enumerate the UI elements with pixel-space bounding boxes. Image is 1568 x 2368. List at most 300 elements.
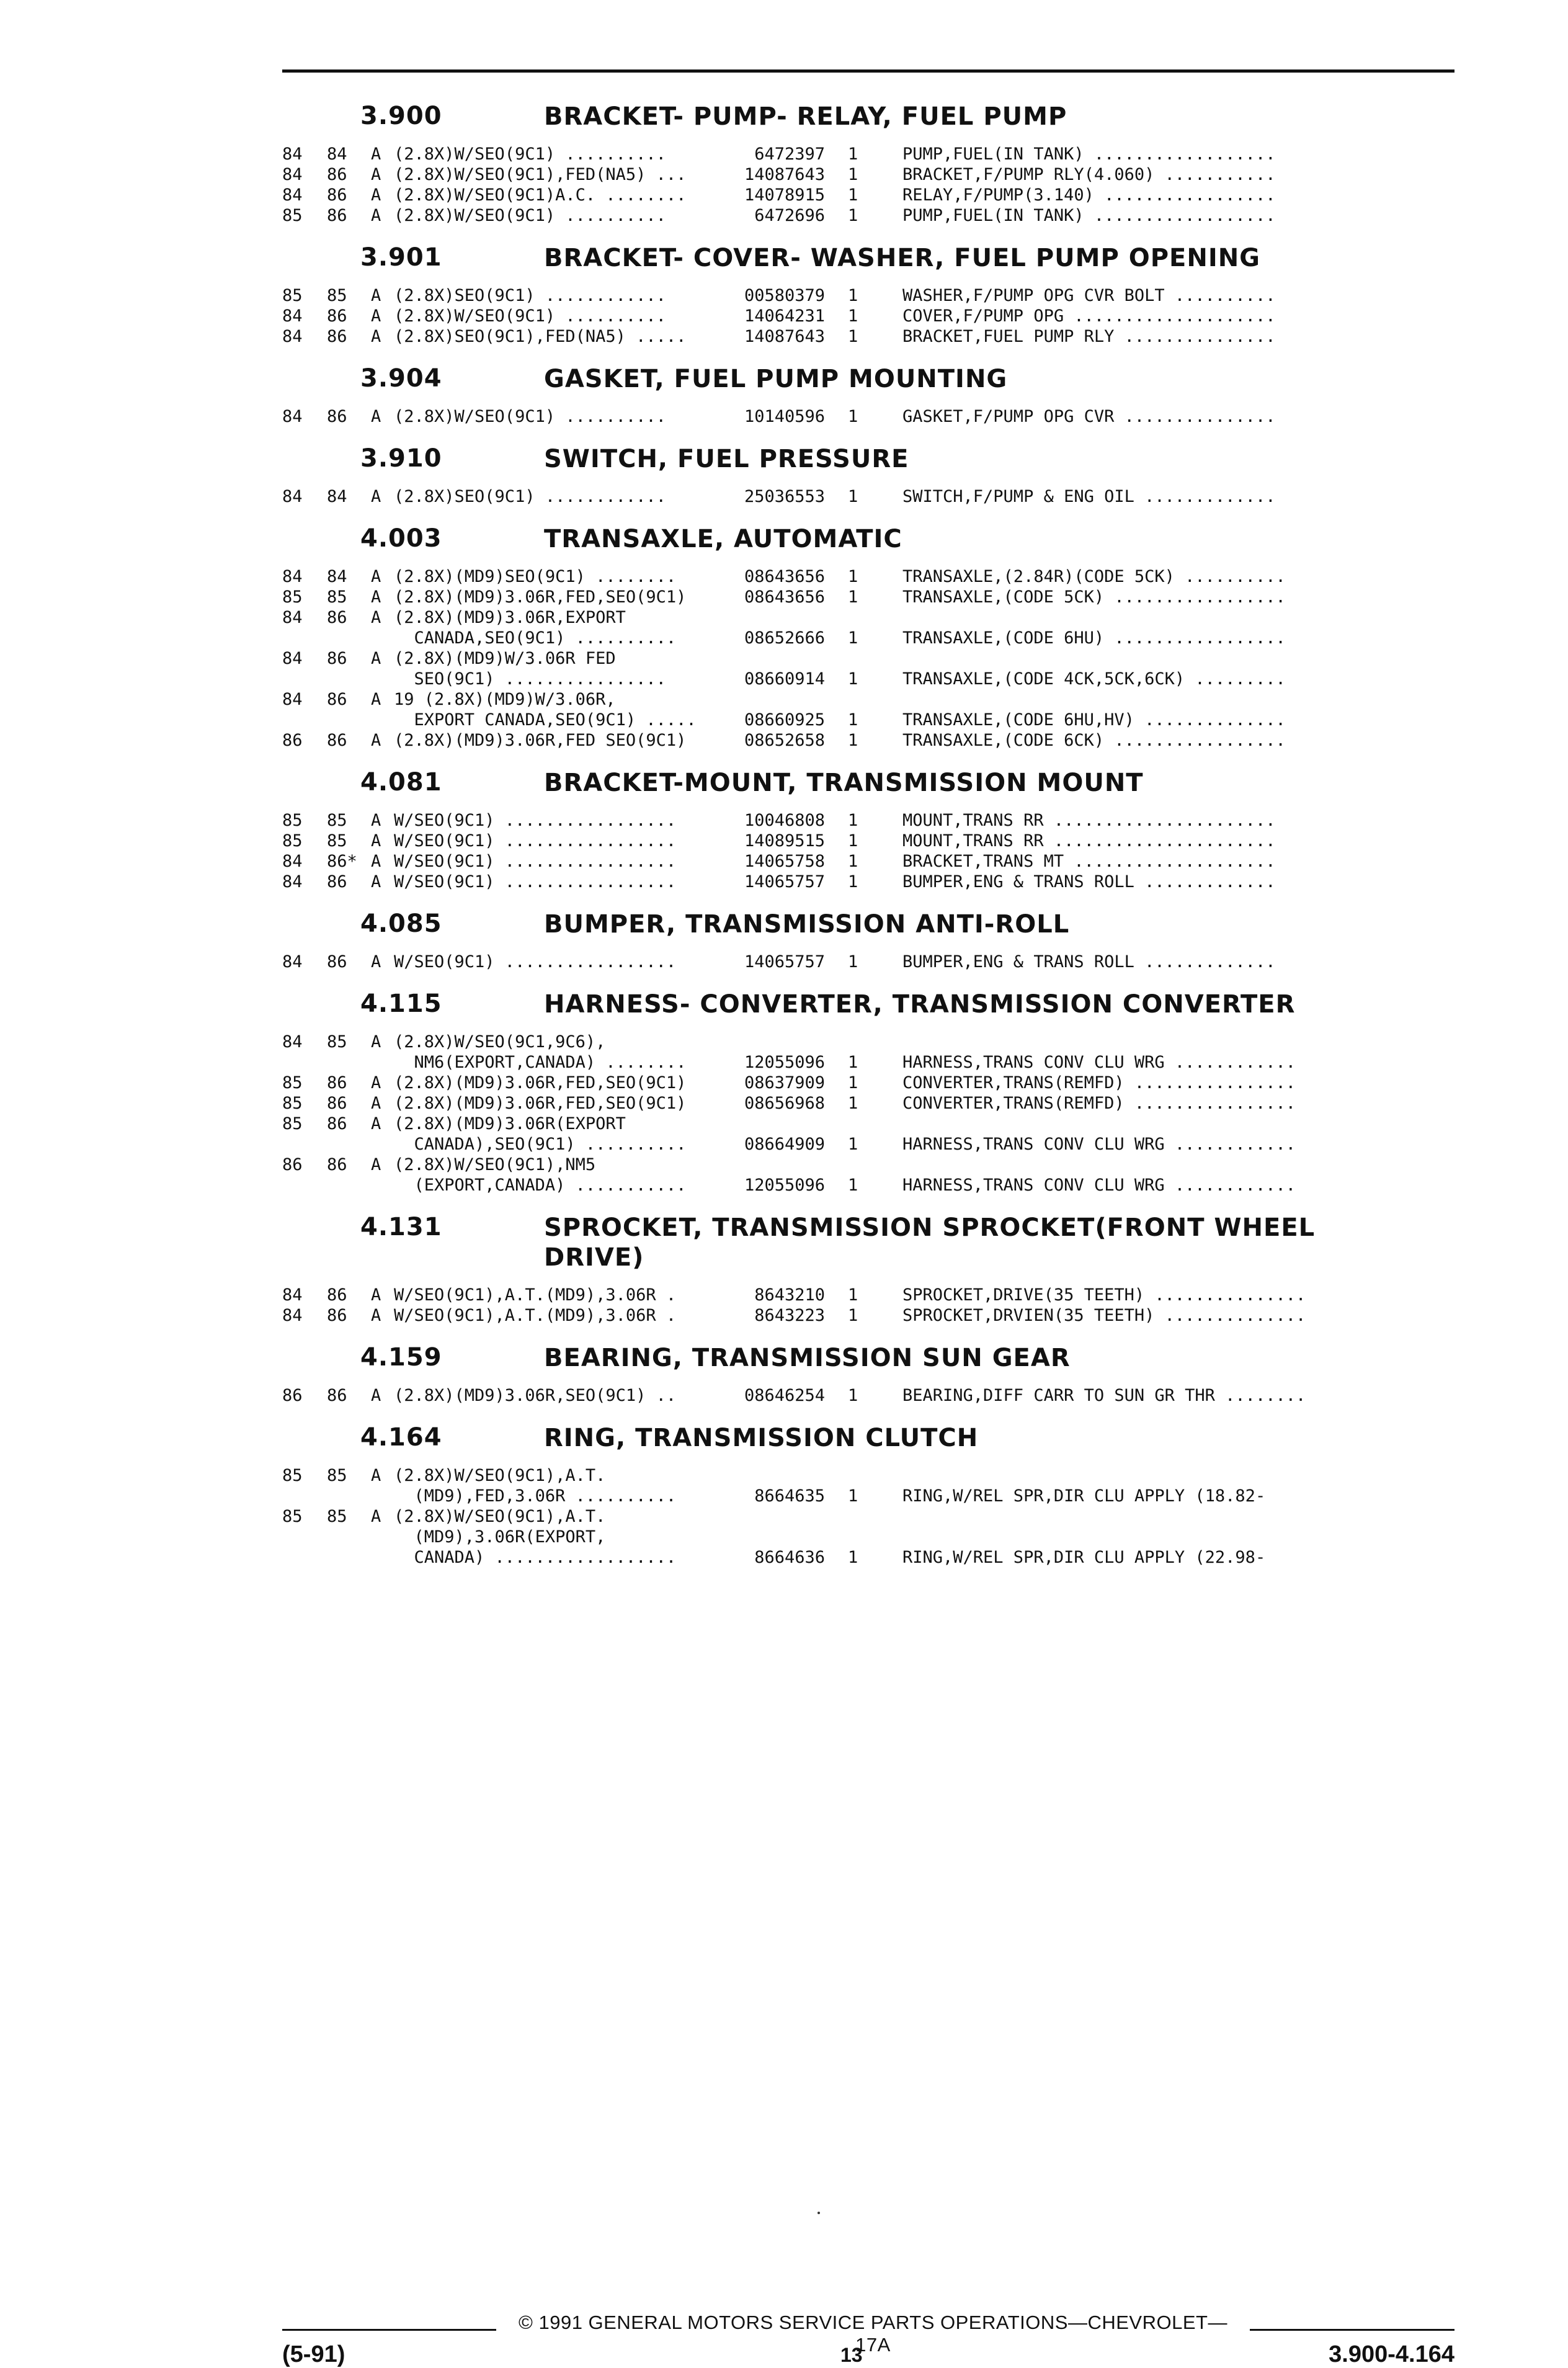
start-year: 84 [282,327,303,346]
part-row-line [282,1285,1374,1305]
section-heading [282,98,1374,141]
description: RING,W/REL SPR,DIR CLU APPLY (18.82- [902,1486,1266,1506]
application: W/SEO(9C1) ................. [394,952,677,972]
usage-code: A [371,588,381,607]
start-year: 85 [282,831,303,851]
part-row-line [282,566,1374,587]
quantity: 1 [848,628,858,648]
quantity: 1 [848,588,858,607]
usage-code: A [371,1466,381,1485]
start-year: 86 [282,731,303,750]
part-row-line [282,587,1374,607]
part-row [282,851,1374,872]
end-year: 86 [327,690,347,709]
part-number: 08660914 [744,669,825,689]
description: BEARING,DIFF CARR TO SUN GR THR ........ [902,1386,1306,1405]
usage-code: A [371,731,381,750]
application: (2.8X)W/SEO(9C1),FED(NA5) ... [394,165,687,184]
description: TRANSAXLE,(CODE 6HU) ................. [902,628,1286,648]
part-row [282,952,1374,972]
section-heading [282,440,1374,484]
part-row-line [282,1073,1374,1093]
section [282,1419,1374,1568]
end-year: 86 [327,731,347,750]
part-number: 8664636 [754,1548,825,1567]
part-number: 6472696 [754,206,825,225]
section-heading [282,360,1374,404]
usage-code: A [371,185,381,205]
start-year: 85 [282,811,303,830]
start-year: 84 [282,649,303,668]
section [282,521,1374,751]
part-number: 12055096 [744,1176,825,1195]
section [282,440,1374,507]
part-row-line [282,1052,1374,1073]
part-row-line [282,1486,1374,1506]
end-year: 86 [327,407,347,426]
start-year: 84 [282,690,303,709]
start-year: 85 [282,1507,303,1526]
end-year: 86 [327,327,347,346]
start-year: 86 [282,1155,303,1174]
section-number: 4.159 [360,1343,442,1372]
section [282,1339,1374,1406]
application: (2.8X)W/SEO(9C1) .......... [394,206,666,225]
start-year: 84 [282,185,303,205]
part-row-line [282,164,1374,185]
part-row-line [282,1175,1374,1195]
quantity: 1 [848,872,858,891]
section-title: BEARING, TRANSMISSION SUN GEAR [544,1344,1071,1372]
section-number: 3.901 [360,243,442,272]
part-number: 14065757 [744,872,825,891]
application: CANADA,SEO(9C1) .......... [394,628,677,648]
usage-code: A [371,831,381,851]
start-year: 84 [282,165,303,184]
end-year: 86 [327,1114,347,1133]
part-row [282,566,1374,587]
section-title: RING, TRANSMISSION CLUTCH [544,1424,979,1452]
section-heading [282,906,1374,949]
usage-code: A [371,567,381,586]
footer-rule-left [282,2329,496,2331]
usage-code: A [371,286,381,305]
part-row [282,1114,1374,1155]
description: TRANSAXLE,(CODE 6CK) ................. [902,731,1286,750]
quantity: 1 [848,1176,858,1195]
start-year: 84 [282,872,303,891]
application: (2.8X)W/SEO(9C1,9C6), [394,1032,606,1052]
part-row [282,406,1374,427]
part-row-line [282,1093,1374,1114]
application: W/SEO(9C1) ................. [394,852,677,871]
quantity: 1 [848,286,858,305]
section-number: 4.003 [360,524,442,553]
start-year: 85 [282,588,303,607]
part-row [282,306,1374,326]
start-year: 84 [282,608,303,627]
application: (2.8X)(MD9)3.06R,EXPORT [394,608,626,627]
part-row-line [282,1506,1374,1527]
end-year: 86 [327,649,347,668]
quantity: 1 [848,407,858,426]
part-row-line [282,1032,1374,1052]
start-year: 85 [282,1094,303,1113]
start-year: 84 [282,407,303,426]
start-year: 84 [282,567,303,586]
part-row-line [282,205,1374,226]
part-row [282,607,1374,648]
section-rows [282,810,1374,892]
part-number: 14064231 [744,306,825,326]
quantity: 1 [848,165,858,184]
section-rows [282,406,1374,427]
end-year: 84 [327,567,347,586]
part-number: 10140596 [744,407,825,426]
part-row-line [282,1155,1374,1175]
application: (2.8X)(MD9)SEO(9C1) ........ [394,567,677,586]
description: MOUNT,TRANS RR ...................... [902,831,1276,851]
part-row-line [282,1385,1374,1406]
description: RELAY,F/PUMP(3.140) ................. [902,185,1276,205]
part-number: 08643656 [744,567,825,586]
part-row [282,730,1374,751]
description: SPROCKET,DRVIEN(35 TEETH) .............. [902,1306,1306,1325]
part-row [282,689,1374,730]
end-year: 85 [327,831,347,851]
application: EXPORT CANADA,SEO(9C1) ..... [394,710,697,730]
section [282,906,1374,972]
usage-code: A [371,649,381,668]
quantity: 1 [848,327,858,346]
description: WASHER,F/PUMP OPG CVR BOLT .......... [902,286,1276,305]
section-title: GASKET, FUEL PUMP MOUNTING [544,365,1008,393]
parts-list [282,93,1374,1581]
quantity: 1 [848,669,858,689]
part-number: 14065757 [744,952,825,972]
part-number: 14087643 [744,165,825,184]
section-title: SWITCH, FUEL PRESSURE [544,445,909,473]
part-row-line [282,144,1374,164]
description: HARNESS,TRANS CONV CLU WRG ............ [902,1176,1296,1195]
quantity: 1 [848,1073,858,1092]
start-year: 84 [282,487,303,506]
application: (2.8X)W/SEO(9C1) .......... [394,145,666,164]
quantity: 1 [848,567,858,586]
start-year: 86 [282,1386,303,1405]
section-number: 4.115 [360,990,442,1018]
usage-code: A [371,306,381,326]
section-number: 3.910 [360,444,442,473]
part-number: 10046808 [744,811,825,830]
quantity: 1 [848,1094,858,1113]
section-heading [282,521,1374,564]
section [282,239,1374,347]
quantity: 1 [848,852,858,871]
quantity: 1 [848,1548,858,1567]
footer-section-range: 3.900-4.164 [1329,2341,1454,2367]
top-rule [282,69,1454,73]
part-row-line [282,648,1374,669]
part-row-line [282,406,1374,427]
usage-code: A [371,690,381,709]
part-row [282,205,1374,226]
quantity: 1 [848,1486,858,1506]
part-number: 08637909 [744,1073,825,1092]
quantity: 1 [848,1135,858,1154]
section-heading [282,1209,1374,1282]
part-number: 14065758 [744,852,825,871]
part-number: 08646254 [744,1386,825,1405]
section-title: HARNESS- CONVERTER, TRANSMISSION CONVERTER [544,990,1296,1019]
application: (2.8X)SEO(9C1) ............ [394,487,666,506]
usage-code: A [371,1114,381,1133]
description: HARNESS,TRANS CONV CLU WRG ............ [902,1135,1296,1154]
part-row [282,831,1374,851]
section-rows [282,952,1374,972]
description: SWITCH,F/PUMP & ENG OIL ............. [902,487,1276,506]
part-row-line [282,1527,1374,1547]
start-year: 84 [282,306,303,326]
end-year: 86* [327,852,357,871]
application: (EXPORT,CANADA) ........... [394,1176,687,1195]
part-row [282,1465,1374,1506]
usage-code: A [371,145,381,164]
part-row [282,1285,1374,1305]
quantity: 1 [848,185,858,205]
part-row-line [282,669,1374,689]
usage-code: A [371,165,381,184]
section-rows [282,285,1374,347]
quantity: 1 [848,1285,858,1305]
part-number: 8643210 [754,1285,825,1305]
end-year: 84 [327,145,347,164]
part-row-line [282,607,1374,628]
part-row [282,1305,1374,1326]
section [282,1209,1374,1326]
end-year: 86 [327,952,347,972]
part-number: 08656968 [744,1094,825,1113]
end-year: 86 [327,1306,347,1325]
start-year: 85 [282,1114,303,1133]
application: 19 (2.8X)(MD9)W/3.06R, [394,690,616,709]
end-year: 85 [327,588,347,607]
part-row [282,326,1374,347]
application: (2.8X)SEO(9C1),FED(NA5) ..... [394,327,687,346]
application: SEO(9C1) ................ [394,669,666,689]
usage-code: A [371,852,381,871]
usage-code: A [371,1032,381,1052]
start-year: 84 [282,145,303,164]
application: (2.8X)(MD9)3.06R,FED SEO(9C1) [394,731,687,750]
part-number: 14078915 [744,185,825,205]
part-row-line [282,952,1374,972]
part-number: 8664635 [754,1486,825,1506]
part-row-line [282,872,1374,892]
usage-code: A [371,952,381,972]
application: (MD9),FED,3.06R .......... [394,1486,677,1506]
quantity: 1 [848,1053,858,1072]
application: W/SEO(9C1) ................. [394,811,677,830]
application: (2.8X)W/SEO(9C1),NM5 [394,1155,596,1174]
application: W/SEO(9C1) ................. [394,872,677,891]
part-number: 08652666 [744,628,825,648]
part-row-line [282,1465,1374,1486]
description: GASKET,F/PUMP OPG CVR ............... [902,407,1276,426]
part-row-line [282,1547,1374,1568]
end-year: 85 [327,811,347,830]
part-row-line [282,185,1374,205]
end-year: 85 [327,286,347,305]
part-number: 14089515 [744,831,825,851]
part-row-line [282,1305,1374,1326]
usage-code: A [371,1507,381,1526]
quantity: 1 [848,831,858,851]
section-title: TRANSAXLE, AUTOMATIC [544,525,902,553]
end-year: 86 [327,1155,347,1174]
part-row [282,1073,1374,1093]
part-row-line [282,710,1374,730]
footer-page-number: 13 [840,2344,863,2366]
footer-date: (5-91) [282,2341,345,2367]
part-row [282,285,1374,306]
description: HARNESS,TRANS CONV CLU WRG ............ [902,1053,1296,1072]
start-year: 85 [282,1466,303,1485]
part-row-line [282,1114,1374,1134]
section-heading [282,764,1374,808]
part-row [282,1032,1374,1073]
description: PUMP,FUEL(IN TANK) .................. [902,145,1276,164]
part-number: 08652658 [744,731,825,750]
description: BUMPER,ENG & TRANS ROLL ............. [902,872,1276,891]
description: TRANSAXLE,(CODE 4CK,5CK,6CK) ......... [902,669,1286,689]
application: (2.8X)(MD9)3.06R,FED,SEO(9C1) [394,1073,687,1092]
part-row-line [282,831,1374,851]
application: (MD9),3.06R(EXPORT, [394,1527,606,1547]
section-number: 3.900 [360,102,442,130]
quantity: 1 [848,952,858,972]
start-year: 85 [282,1073,303,1092]
part-row [282,1385,1374,1406]
part-number: 25036553 [744,487,825,506]
quantity: 1 [848,710,858,730]
section-title: BUMPER, TRANSMISSION ANTI-ROLL [544,910,1070,939]
start-year: 84 [282,1306,303,1325]
quantity: 1 [848,206,858,225]
part-row [282,185,1374,205]
usage-code: A [371,327,381,346]
part-row [282,144,1374,164]
end-year: 86 [327,1073,347,1092]
end-year: 85 [327,1032,347,1052]
part-row [282,648,1374,689]
application: CANADA),SEO(9C1) .......... [394,1135,687,1154]
part-row [282,1155,1374,1195]
section-rows [282,566,1374,751]
section [282,360,1374,427]
application: (2.8X)W/SEO(9C1),A.T. [394,1466,606,1485]
part-number: 08643656 [744,588,825,607]
description: TRANSAXLE,(CODE 5CK) ................. [902,588,1286,607]
end-year: 84 [327,487,347,506]
part-number: 8643223 [754,1306,825,1325]
part-row-line [282,810,1374,831]
section-title: BRACKET- COVER- WASHER, FUEL PUMP OPENING [544,244,1261,272]
usage-code: A [371,487,381,506]
part-row [282,164,1374,185]
end-year: 85 [327,1507,347,1526]
start-year: 84 [282,952,303,972]
description: TRANSAXLE,(CODE 6HU,HV) .............. [902,710,1286,730]
part-row [282,486,1374,507]
part-row [282,1506,1374,1568]
part-number: 6472397 [754,145,825,164]
section-heading [282,1339,1374,1383]
application: W/SEO(9C1),A.T.(MD9),3.06R . [394,1306,677,1325]
application: W/SEO(9C1),A.T.(MD9),3.06R . [394,1285,677,1305]
usage-code: A [371,407,381,426]
part-row-line [282,1134,1374,1155]
footer-rule-right [1250,2329,1454,2331]
end-year: 86 [327,1386,347,1405]
section-rows [282,1465,1374,1568]
part-number: 12055096 [744,1053,825,1072]
end-year: 86 [327,206,347,225]
section-title: BRACKET-MOUNT, TRANSMISSION MOUNT [544,769,1144,797]
part-row-line [282,326,1374,347]
end-year: 85 [327,1466,347,1485]
description: TRANSAXLE,(2.84R)(CODE 5CK) .......... [902,567,1286,586]
section-number: 4.085 [360,909,442,938]
end-year: 86 [327,1285,347,1305]
description: BRACKET,FUEL PUMP RLY ............... [902,327,1276,346]
start-year: 84 [282,1285,303,1305]
description: PUMP,FUEL(IN TANK) .................. [902,206,1276,225]
section-heading [282,1419,1374,1463]
description: BRACKET,F/PUMP RLY(4.060) ........... [902,165,1276,184]
description: COVER,F/PUMP OPG .................... [902,306,1276,326]
section-rows [282,1032,1374,1195]
quantity: 1 [848,145,858,164]
usage-code: A [371,1306,381,1325]
application: (2.8X)W/SEO(9C1) .......... [394,306,666,326]
application: (2.8X)(MD9)3.06R(EXPORT [394,1114,626,1133]
application: (2.8X)W/SEO(9C1)A.C. ........ [394,185,687,205]
end-year: 86 [327,165,347,184]
section-number: 4.164 [360,1423,442,1452]
quantity: 1 [848,1306,858,1325]
start-year: 84 [282,1032,303,1052]
part-number: 08660925 [744,710,825,730]
section [282,98,1374,226]
section-rows [282,1285,1374,1326]
description: SPROCKET,DRIVE(35 TEETH) ............... [902,1285,1306,1305]
part-row-line [282,851,1374,872]
description: MOUNT,TRANS RR ...................... [902,811,1276,830]
section-rows [282,144,1374,226]
usage-code: A [371,1094,381,1113]
application: (2.8X)(MD9)W/3.06R FED [394,649,616,668]
description: BRACKET,TRANS MT .................... [902,852,1276,871]
part-number: 08664909 [744,1135,825,1154]
application: (2.8X)(MD9)3.06R,SEO(9C1) .. [394,1386,677,1405]
usage-code: A [371,206,381,225]
description: RING,W/REL SPR,DIR CLU APPLY (22.98- [902,1548,1266,1567]
quantity: 1 [848,1386,858,1405]
section [282,986,1374,1195]
section-heading [282,239,1374,283]
section-rows [282,486,1374,507]
